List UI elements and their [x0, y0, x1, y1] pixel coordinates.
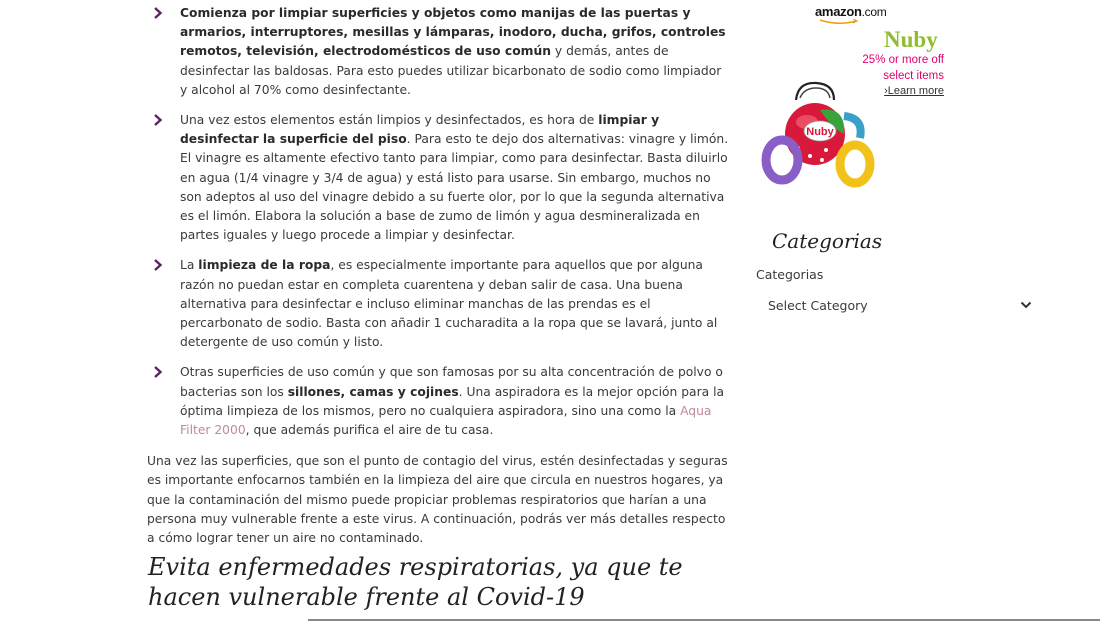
- amazon-logo-text: amazon: [815, 4, 862, 19]
- section-heading: Evita enfermedades respiratorias, ya que te hacen vulnerable frente al Covid-19: [148, 553, 683, 611]
- list-item-text: [180, 113, 728, 242]
- brand-logo: Nuby: [884, 27, 938, 52]
- list-item: [147, 363, 732, 440]
- chevron-right-icon: [152, 259, 164, 271]
- text-segment: , es especialmente importante para aquellos que por alguna razón no puedan estar en completa cuarentena y deban salir de casa. Una buena alternativa para desinfectar e incluso eliminar manchas de las prendas es el percarbonato de sodio. Basta con añadir 1 cucharadita a la ropa que se lavará, junto al detergente de uso común y listo.: [180, 258, 718, 350]
- list-item: [147, 111, 732, 245]
- chevron-down-icon: [1020, 300, 1032, 310]
- text-segment: Otras superficies de uso común y que son famosas por su alta concentración de polvo o bacterias son los: [180, 365, 723, 399]
- list-item-text: [180, 6, 726, 97]
- list-item: [147, 256, 732, 352]
- categories-label: Categorias: [756, 267, 824, 282]
- bold-text: sillones, camas y cojines: [287, 384, 459, 399]
- text-segment: , que además purifica el aire de tu casa.: [245, 423, 494, 438]
- text-segment: La: [180, 258, 199, 273]
- amazon-ad-banner[interactable]: [760, 0, 950, 195]
- list-item-text: [180, 258, 717, 349]
- categories-widget-title: Categorias: [772, 229, 883, 253]
- learn-more-link[interactable]: ›Learn more: [884, 85, 944, 97]
- bullet-list: [147, 4, 732, 440]
- amazon-smile-icon: [818, 19, 862, 25]
- list-item: [147, 4, 732, 100]
- toy-brand-logo: Nuby: [806, 126, 834, 138]
- text-segment: y demás, antes de desinfectar las baldosas. Para esto puedes utilizar bicarbonato de sodio como limpiador y alcohol al 70% como desinfectante.: [180, 44, 722, 97]
- category-select[interactable]: [756, 292, 1036, 318]
- toy-product-image: [760, 76, 890, 191]
- text-segment: . Una aspiradora es la mejor opción para la óptima limpieza de los mismos, pero no cualquiera aspiradora, sino una como la: [180, 384, 725, 418]
- category-select-value: Select Category: [768, 298, 868, 313]
- bold-text: limpiar y desinfectar la superficie del piso: [180, 113, 660, 147]
- product-link[interactable]: Aqua Filter 2000: [180, 403, 712, 438]
- promo-line-2: select items: [883, 69, 944, 82]
- article-paragraph: Una vez las superficies, que son el punto de contagio del virus, estén desinfectadas y seguras es importante enfocarnos también en la limpieza del aire que circula en nuestros hogares, ya que la contaminación del mismo puede propiciar problemas respiratorios que harían a una persona muy vulnerable frente a este virus. A continuación, podrás ver más detalles respecto a cómo lograr tener un aire no contaminado.: [147, 454, 728, 546]
- text-segment: . Para esto te dejo dos alternativas: vinagre y limón. El vinagre es altamente efectivo tanto para limpiar, como para desinfectar. Basta diluirlo en agua (1/4 vinagre y 3/4 de agua) y está listo para usarse. Sin embargo, muchos no son adeptos al uso del vinagre debido a su fuerte olor, por lo que la segunda alternativa es el limón. Elabora la solución a base de zumo de limón y agua desmineralizada en partes iguales y luego procede a limpiar y desinfectar.: [180, 132, 729, 243]
- bold-text: limpieza de la ropa: [198, 258, 331, 273]
- amazon-logo: [815, 4, 886, 19]
- chevron-right-icon: [152, 7, 164, 19]
- bold-text: Comienza por limpiar superficies y objetos como manijas de las puertas y armarios, interruptores, mesillas y lámparas, inodoro, ducha, grifos, controles remotos, televisión, electrodomésticos de uso común: [180, 6, 726, 59]
- article-content: [147, 0, 732, 548]
- chevron-right-icon: [152, 114, 164, 126]
- text-segment: Una vez estos elementos están limpios y desinfectados, es hora de: [180, 113, 599, 128]
- amazon-logo-suffix: .com: [861, 5, 887, 19]
- chevron-right-icon: [152, 366, 164, 378]
- promo-line-1: 25% or more off: [862, 54, 944, 66]
- list-item-text: [180, 365, 724, 437]
